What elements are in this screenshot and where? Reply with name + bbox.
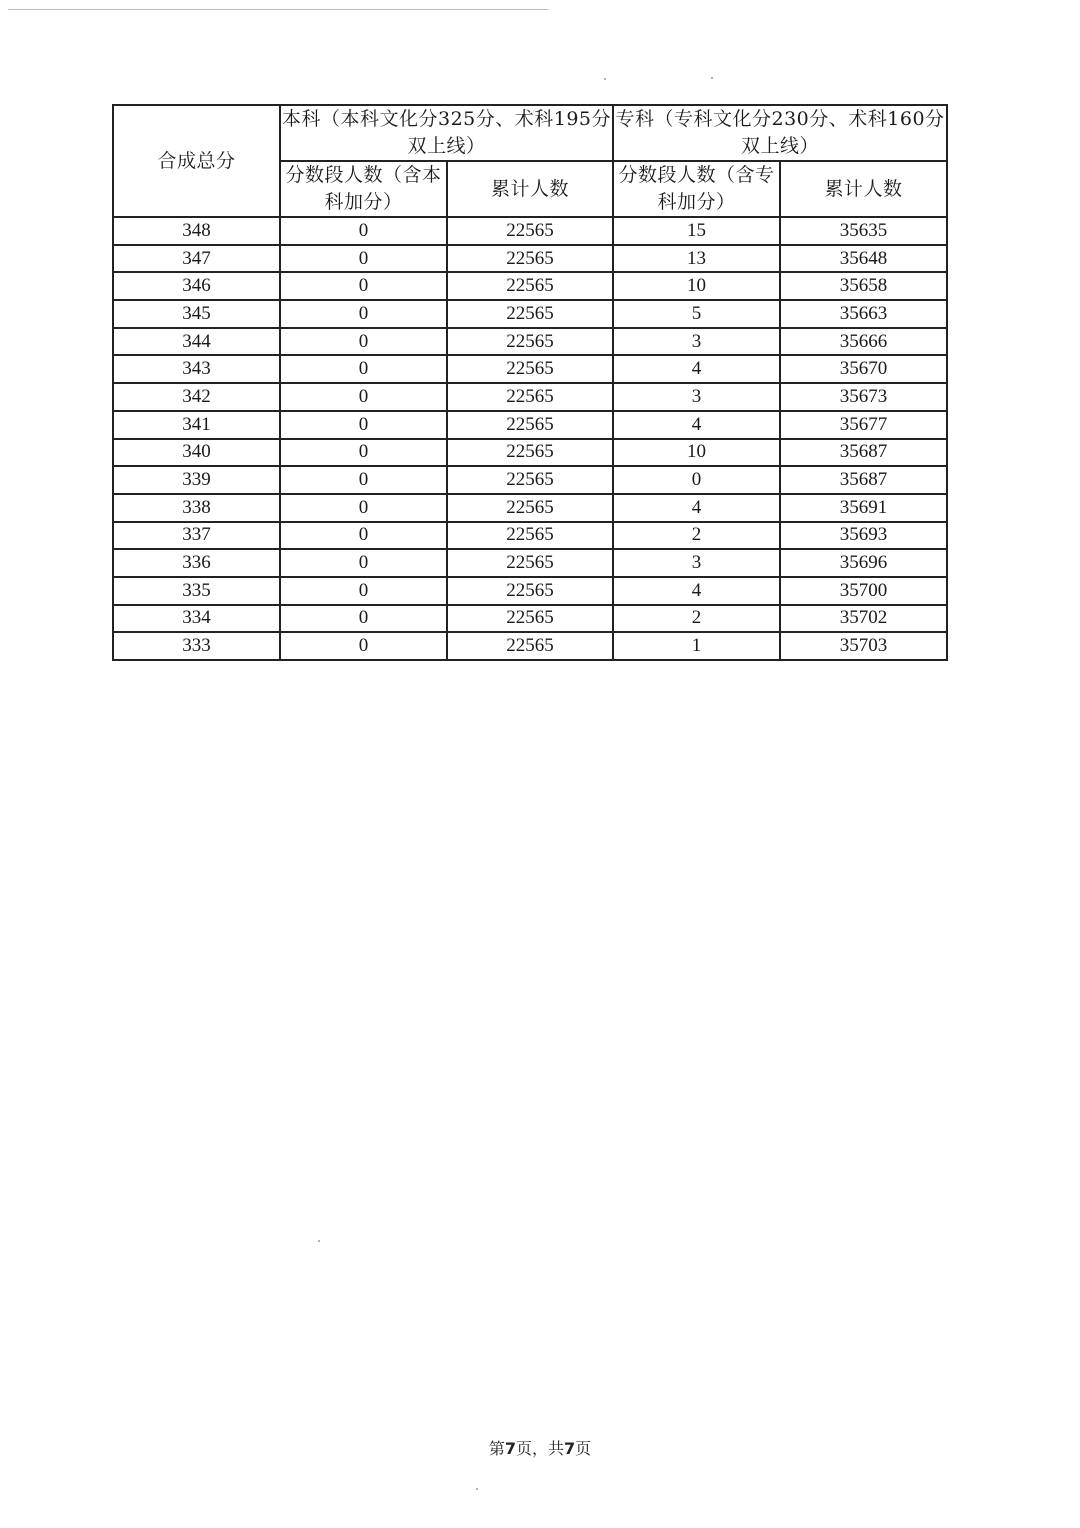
cell-undergrad-cumulative: 22565	[447, 272, 613, 300]
cell-junior-cumulative: 35677	[780, 411, 947, 439]
cell-score: 347	[113, 245, 280, 273]
cell-score: 334	[113, 605, 280, 633]
table-row	[113, 439, 947, 467]
table-row	[113, 466, 947, 494]
cell-undergrad-cumulative: 22565	[447, 439, 613, 467]
cell-undergrad-segment: 0	[280, 217, 447, 245]
cell-score: 337	[113, 522, 280, 550]
cell-undergrad-segment: 0	[280, 549, 447, 577]
cell-junior-segment: 2	[613, 522, 780, 550]
cell-score: 348	[113, 217, 280, 245]
cell-undergrad-segment: 0	[280, 605, 447, 633]
cell-undergrad-cumulative: 22565	[447, 217, 613, 245]
cell-junior-segment: 13	[613, 245, 780, 273]
cell-score: 341	[113, 411, 280, 439]
footer-suffix: 页	[575, 1439, 592, 1458]
cell-undergrad-cumulative: 22565	[447, 494, 613, 522]
cell-undergrad-segment: 0	[280, 522, 447, 550]
table-row	[113, 605, 947, 633]
header-row-groups	[113, 105, 947, 161]
scan-speck	[711, 77, 713, 79]
table-body	[113, 105, 947, 660]
table-row	[113, 245, 947, 273]
cell-junior-cumulative: 35635	[780, 217, 947, 245]
cell-undergrad-segment: 0	[280, 411, 447, 439]
cell-junior-cumulative: 35700	[780, 577, 947, 605]
cell-junior-cumulative: 35703	[780, 632, 947, 660]
table-row	[113, 632, 947, 660]
table-row	[113, 300, 947, 328]
scan-speck	[476, 1488, 478, 1490]
cell-undergrad-segment: 0	[280, 355, 447, 383]
cell-junior-segment: 4	[613, 355, 780, 383]
scan-speck	[318, 1240, 320, 1242]
scan-edge-line	[8, 9, 548, 10]
cell-undergrad-cumulative: 22565	[447, 466, 613, 494]
table-row	[113, 522, 947, 550]
cell-score: 343	[113, 355, 280, 383]
cell-junior-cumulative: 35702	[780, 605, 947, 633]
cell-undergrad-cumulative: 22565	[447, 383, 613, 411]
cell-score: 338	[113, 494, 280, 522]
cell-undergrad-cumulative: 22565	[447, 328, 613, 356]
table-row	[113, 328, 947, 356]
cell-junior-segment: 1	[613, 632, 780, 660]
cell-junior-segment: 3	[613, 328, 780, 356]
footer-total-pages: 7	[564, 1439, 576, 1458]
footer-page-number: 7	[504, 1439, 516, 1458]
header-junior-group: 专科（专科文化分230分、术科160分双上线）	[613, 105, 947, 161]
cell-score: 336	[113, 549, 280, 577]
cell-undergrad-segment: 0	[280, 494, 447, 522]
scan-speck	[604, 78, 606, 80]
cell-junior-segment: 4	[613, 577, 780, 605]
cell-junior-cumulative: 35658	[780, 272, 947, 300]
cell-junior-cumulative: 35693	[780, 522, 947, 550]
table-row	[113, 355, 947, 383]
footer-middle: 页，共	[515, 1439, 564, 1458]
cell-undergrad-cumulative: 22565	[447, 355, 613, 383]
header-total-score: 合成总分	[113, 105, 280, 217]
cell-score: 340	[113, 439, 280, 467]
cell-junior-segment: 10	[613, 272, 780, 300]
table-row	[113, 494, 947, 522]
cell-undergrad-segment: 0	[280, 466, 447, 494]
header-undergrad-segment: 分数段人数（含本科加分）	[280, 161, 447, 217]
cell-junior-segment: 15	[613, 217, 780, 245]
cell-undergrad-segment: 0	[280, 300, 447, 328]
cell-undergrad-segment: 0	[280, 272, 447, 300]
cell-score: 345	[113, 300, 280, 328]
cell-junior-segment: 2	[613, 605, 780, 633]
cell-junior-segment: 3	[613, 549, 780, 577]
score-distribution-table	[112, 104, 948, 661]
cell-junior-segment: 3	[613, 383, 780, 411]
cell-undergrad-segment: 0	[280, 245, 447, 273]
table-row	[113, 383, 947, 411]
cell-junior-cumulative: 35673	[780, 383, 947, 411]
cell-undergrad-cumulative: 22565	[447, 605, 613, 633]
cell-junior-cumulative: 35687	[780, 439, 947, 467]
cell-undergrad-segment: 0	[280, 439, 447, 467]
cell-score: 344	[113, 328, 280, 356]
header-junior-segment: 分数段人数（含专科加分）	[613, 161, 780, 217]
table-row	[113, 411, 947, 439]
cell-junior-cumulative: 35648	[780, 245, 947, 273]
cell-junior-cumulative: 35666	[780, 328, 947, 356]
cell-junior-cumulative: 35696	[780, 549, 947, 577]
cell-score: 346	[113, 272, 280, 300]
cell-junior-segment: 0	[613, 466, 780, 494]
cell-undergrad-segment: 0	[280, 632, 447, 660]
cell-junior-cumulative: 35663	[780, 300, 947, 328]
cell-score: 342	[113, 383, 280, 411]
cell-undergrad-cumulative: 22565	[447, 245, 613, 273]
header-junior-cumulative: 累计人数	[780, 161, 947, 217]
cell-undergrad-segment: 0	[280, 577, 447, 605]
cell-undergrad-cumulative: 22565	[447, 300, 613, 328]
cell-undergrad-segment: 0	[280, 328, 447, 356]
table-row	[113, 272, 947, 300]
table-row	[113, 577, 947, 605]
cell-score: 333	[113, 632, 280, 660]
cell-undergrad-cumulative: 22565	[447, 577, 613, 605]
cell-junior-cumulative: 35691	[780, 494, 947, 522]
table-row	[113, 217, 947, 245]
cell-score: 339	[113, 466, 280, 494]
header-undergrad-group: 本科（本科文化分325分、术科195分双上线）	[280, 105, 613, 161]
table-row	[113, 549, 947, 577]
header-undergrad-cumulative: 累计人数	[447, 161, 613, 217]
cell-undergrad-cumulative: 22565	[447, 632, 613, 660]
cell-junior-segment: 5	[613, 300, 780, 328]
cell-junior-segment: 4	[613, 494, 780, 522]
cell-undergrad-segment: 0	[280, 383, 447, 411]
page-footer	[0, 1436, 1080, 1459]
cell-junior-cumulative: 35687	[780, 466, 947, 494]
cell-junior-segment: 4	[613, 411, 780, 439]
cell-undergrad-cumulative: 22565	[447, 549, 613, 577]
cell-junior-cumulative: 35670	[780, 355, 947, 383]
cell-undergrad-cumulative: 22565	[447, 411, 613, 439]
footer-prefix: 第	[488, 1439, 505, 1458]
cell-junior-segment: 10	[613, 439, 780, 467]
cell-undergrad-cumulative: 22565	[447, 522, 613, 550]
cell-score: 335	[113, 577, 280, 605]
